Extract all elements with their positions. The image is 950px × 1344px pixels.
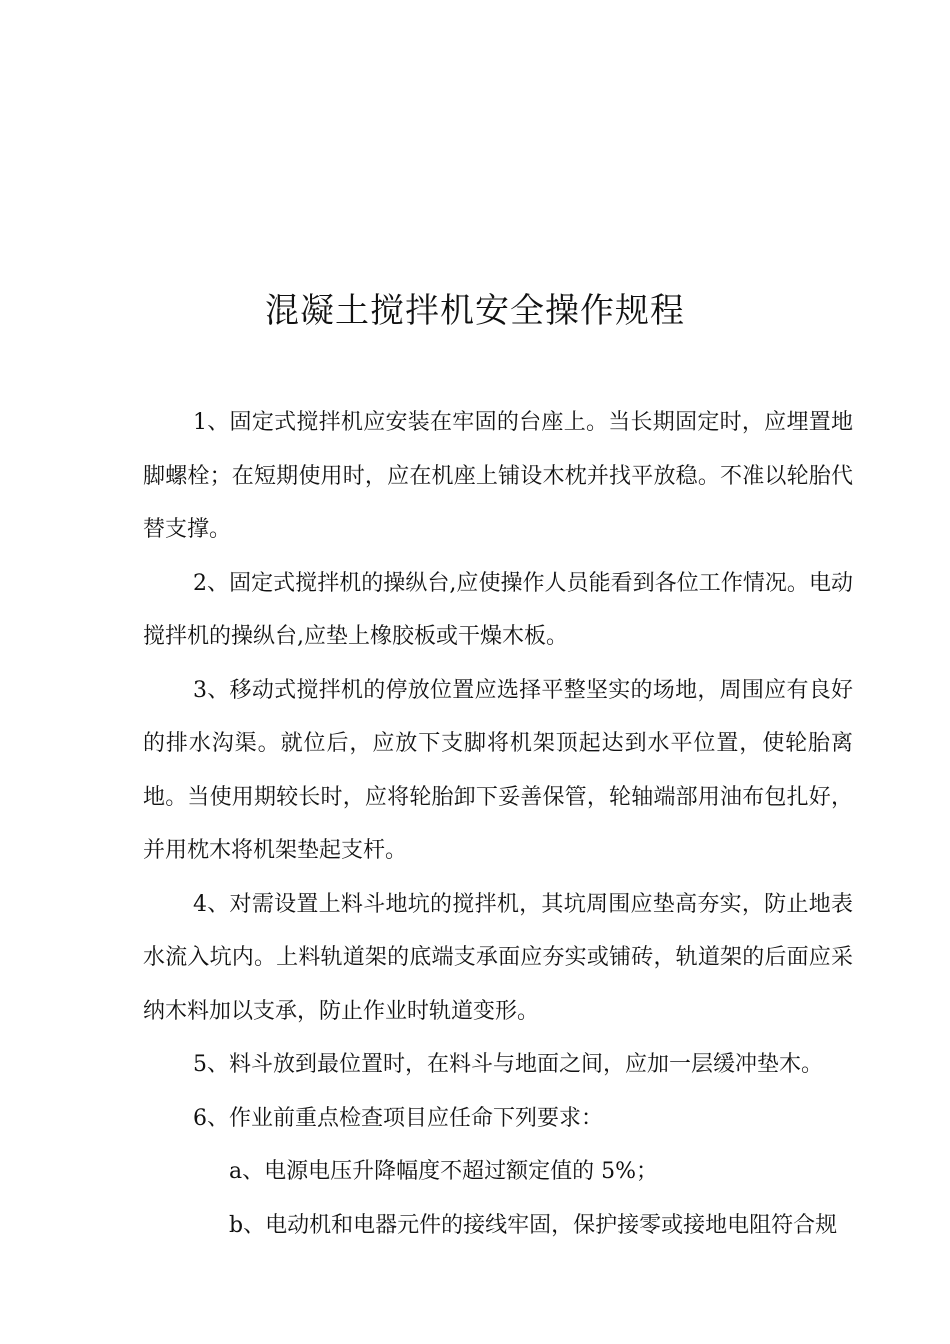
paragraph-4: 4、对需设置上料斗地坑的搅拌机，其坑周围应垫高夯实，防止地表水流入坑内。上料轨道架的底端支承面应夯实或铺砖，轨道架的后面应采纳木料加以支承，防止作业时轨道变形。 bbox=[143, 891, 853, 1024]
document-title: 混凝土搅拌机安全操作规程 bbox=[265, 291, 685, 331]
sub-item-a: a、电源电压升降幅度不超过额定值的 5%； bbox=[229, 1159, 659, 1184]
paragraph-1: 1、固定式搅拌机应安装在牢固的台座上。当长期固定时，应埋置地脚螺栓；在短期使用时，应在机座上铺设木枕并找平放稳。不准以轮胎代替支撑。 bbox=[143, 410, 853, 542]
paragraph-2: 2、固定式搅拌机的操纵台,应使操作人员能看到各位工作情况。电动搅拌机的操纵台,应垫上橡胶板或干燥木板。 bbox=[143, 570, 853, 649]
paragraph-5: 5、料斗放到最位置时，在料斗与地面之间，应加一层缓冲垫木。 bbox=[193, 1052, 823, 1077]
paragraph-6: 6、作业前重点检查项目应任命下列要求： bbox=[193, 1105, 603, 1131]
document-body bbox=[143, 396, 853, 1252]
sub-item-b: b、电动机和电器元件的接线牢固，保护接零或接地电阻符合规 bbox=[229, 1212, 838, 1238]
paragraph-3: 3、移动式搅拌机的停放位置应选择平整坚实的场地，周围应有良好的排水沟渠。就位后，应放下支脚将机架顶起达到水平位置，使轮胎离地。当使用期较长时，应将轮胎卸下妥善保管，轮轴端部用油布包扎好，并用枕木将机架垫起支杆。 bbox=[143, 677, 853, 863]
